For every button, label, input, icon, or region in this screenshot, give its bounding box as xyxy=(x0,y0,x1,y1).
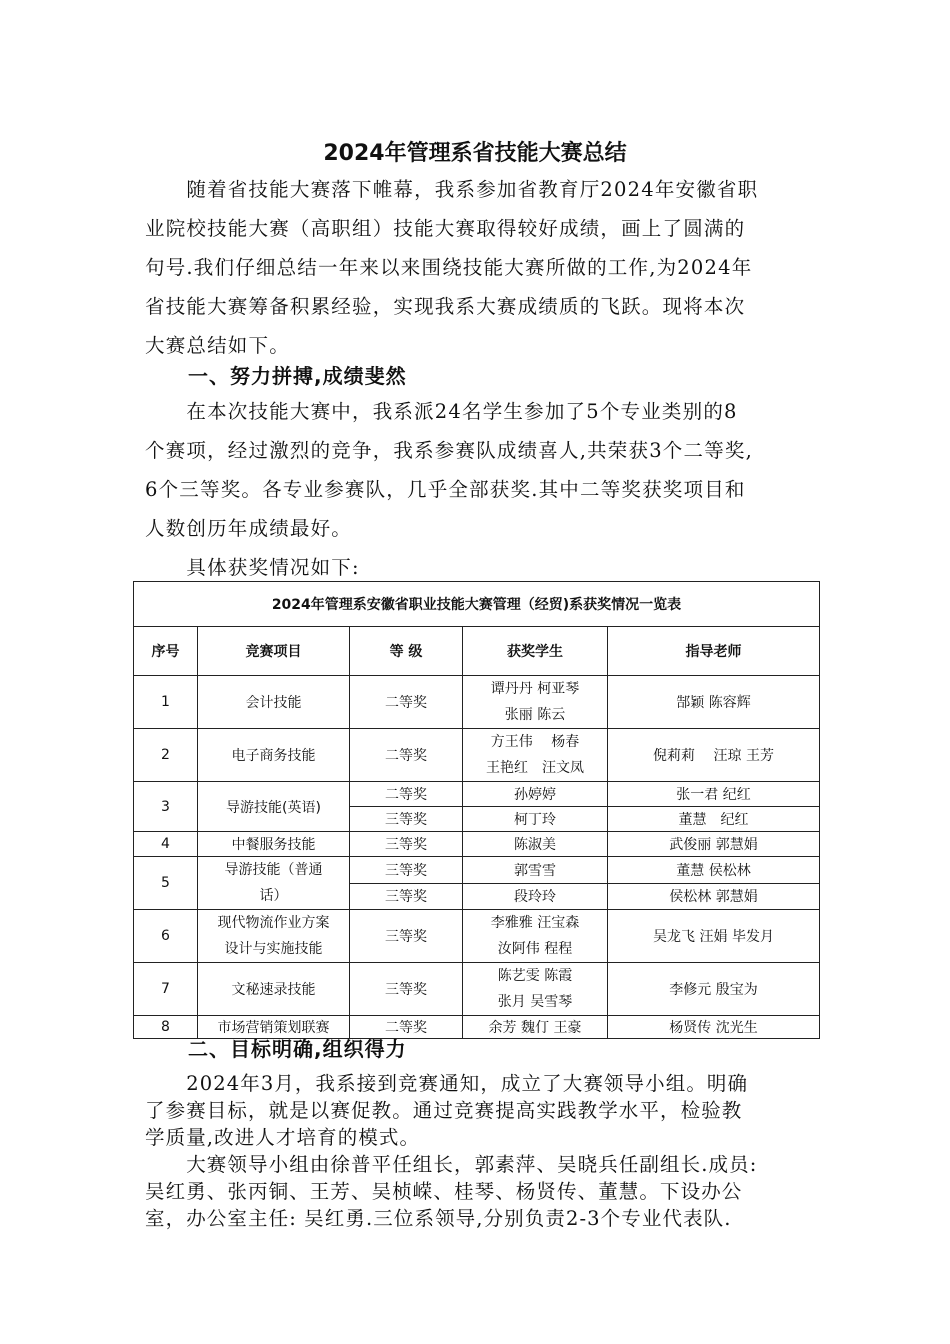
cell-students: 陈艺雯 陈霞 张月 吴雪琴 xyxy=(463,963,608,1016)
cell-event: 导游技能(英语) xyxy=(198,782,350,832)
cell-no: 4 xyxy=(134,832,198,857)
cell-students: 段玲玲 xyxy=(463,883,608,910)
text-line: 学质量,改进人才培育的模式。 xyxy=(145,1126,421,1149)
cell-level: 三等奖 xyxy=(350,857,463,884)
text-line: 6个三等奖。各专业参赛队，几乎全部获奖.其中二等奖获奖项目和 xyxy=(145,478,746,501)
text-line: 具体获奖情况如下: xyxy=(145,556,360,579)
cell-teachers: 武俊丽 郭慧娟 xyxy=(608,832,820,857)
section-heading-2: 二、目标明确,组织得力 xyxy=(188,1037,407,1061)
cell-students: 谭丹丹 柯亚琴 张丽 陈云 xyxy=(463,676,608,729)
text-line: 了参赛目标，就是以赛促教。通过竞赛提高实践教学水平，检验教 xyxy=(145,1099,743,1122)
cell-students: 陈淑美 xyxy=(463,832,608,857)
cell-level: 三等奖 xyxy=(350,807,463,832)
col-header-teachers: 指导老师 xyxy=(608,627,820,676)
cell-level: 二等奖 xyxy=(350,1016,463,1039)
cell-event: 现代物流作业方案 设计与实施技能 xyxy=(198,910,350,963)
cell-teachers: 李修元 殷宝为 xyxy=(608,963,820,1016)
cell-event: 电子商务技能 xyxy=(198,729,350,782)
section1-paragraph xyxy=(145,392,810,587)
cell-level: 二等奖 xyxy=(350,782,463,807)
cell-teachers: 侯松林 郭慧娟 xyxy=(608,883,820,910)
text-line: 句号.我们仔细总结一年来以来围绕技能大赛所做的工作,为2024年 xyxy=(145,256,753,279)
col-header-level: 等 级 xyxy=(350,627,463,676)
text-line: 2024年3月，我系接到竞赛通知，成立了大赛领导小组。明确 xyxy=(145,1072,749,1095)
table-row xyxy=(134,729,820,782)
cell-event: 中餐服务技能 xyxy=(198,832,350,857)
cell-no: 3 xyxy=(134,782,198,832)
table-row xyxy=(134,963,820,1016)
cell-no: 1 xyxy=(134,676,198,729)
section-heading-1: 一、努力拼搏,成绩斐然 xyxy=(188,364,407,388)
col-header-event: 竞赛项目 xyxy=(198,627,350,676)
cell-level: 二等奖 xyxy=(350,676,463,729)
table-header-row xyxy=(134,627,820,676)
text-line: 大赛总结如下。 xyxy=(145,334,290,357)
cell-level: 三等奖 xyxy=(350,910,463,963)
cell-level: 三等奖 xyxy=(350,963,463,1016)
text-line: 吴红勇、张丙铜、王芳、吴桢嵘、桂琴、杨贤传、董慧。下设办公 xyxy=(145,1180,743,1203)
intro-paragraph xyxy=(145,170,810,365)
cell-teachers: 杨贤传 沈光生 xyxy=(608,1016,820,1039)
cell-event: 市场营销策划联赛 xyxy=(198,1016,350,1039)
cell-event: 文秘速录技能 xyxy=(198,963,350,1016)
text-line: 在本次技能大赛中，我系派24名学生参加了5个专业类别的8 xyxy=(145,400,738,423)
text-line: 室，办公室主任: 吴红勇.三位系领导,分别负责2-3个专业代表队. xyxy=(145,1207,732,1230)
cell-no: 2 xyxy=(134,729,198,782)
cell-students: 余芳 魏仃 王豪 xyxy=(463,1016,608,1039)
cell-event: 会计技能 xyxy=(198,676,350,729)
table-row xyxy=(134,676,820,729)
text-line: 省技能大赛筹备积累经验，实现我系大赛成绩质的飞跃。现将本次 xyxy=(145,295,746,318)
cell-event: 导游技能（普通 话） xyxy=(198,857,350,910)
cell-students: 孙婷婷 xyxy=(463,782,608,807)
cell-teachers: 吴龙飞 汪娟 毕发月 xyxy=(608,910,820,963)
section2-paragraph xyxy=(145,1070,825,1232)
cell-students: 柯丁玲 xyxy=(463,807,608,832)
text-line: 随着省技能大赛落下帷幕，我系参加省教育厅2024年安徽省职 xyxy=(145,178,759,201)
cell-level: 三等奖 xyxy=(350,883,463,910)
table-caption: 2024年管理系安徽省职业技能大赛管理（经贸)系获奖情况一览表 xyxy=(134,582,820,627)
cell-teachers: 倪莉莉 汪琼 王芳 xyxy=(608,729,820,782)
cell-teachers: 董慧 纪红 xyxy=(608,807,820,832)
cell-students: 郭雪雪 xyxy=(463,857,608,884)
cell-no: 7 xyxy=(134,963,198,1016)
document-title: 2024年管理系省技能大赛总结 xyxy=(323,141,627,166)
cell-students: 李雅雅 汪宝森 汝阿伟 程程 xyxy=(463,910,608,963)
awards-table xyxy=(133,581,820,1039)
table-row xyxy=(134,910,820,963)
text-line: 大赛领导小组由徐普平任组长，郭素萍、吴晓兵任副组长.成员: xyxy=(145,1153,758,1176)
cell-no: 6 xyxy=(134,910,198,963)
table-row xyxy=(134,857,820,884)
cell-no: 8 xyxy=(134,1016,198,1039)
text-line: 业院校技能大赛（高职组）技能大赛取得较好成绩，画上了圆满的 xyxy=(145,217,746,240)
cell-students: 方王伟 杨春 王艳红 汪文凤 xyxy=(463,729,608,782)
table-row xyxy=(134,832,820,857)
cell-level: 二等奖 xyxy=(350,729,463,782)
cell-no: 5 xyxy=(134,857,198,910)
text-line: 人数创历年成绩最好。 xyxy=(145,517,353,540)
cell-level: 三等奖 xyxy=(350,832,463,857)
table-row xyxy=(134,782,820,807)
col-header-students: 获奖学生 xyxy=(463,627,608,676)
col-header-no: 序号 xyxy=(134,627,198,676)
cell-teachers: 郜颖 陈容辉 xyxy=(608,676,820,729)
cell-teachers: 董慧 侯松林 xyxy=(608,857,820,884)
text-line: 个赛项，经过激烈的竞争，我系参赛队成绩喜人,共荣获3个二等奖, xyxy=(145,439,754,462)
cell-teachers: 张一君 纪红 xyxy=(608,782,820,807)
